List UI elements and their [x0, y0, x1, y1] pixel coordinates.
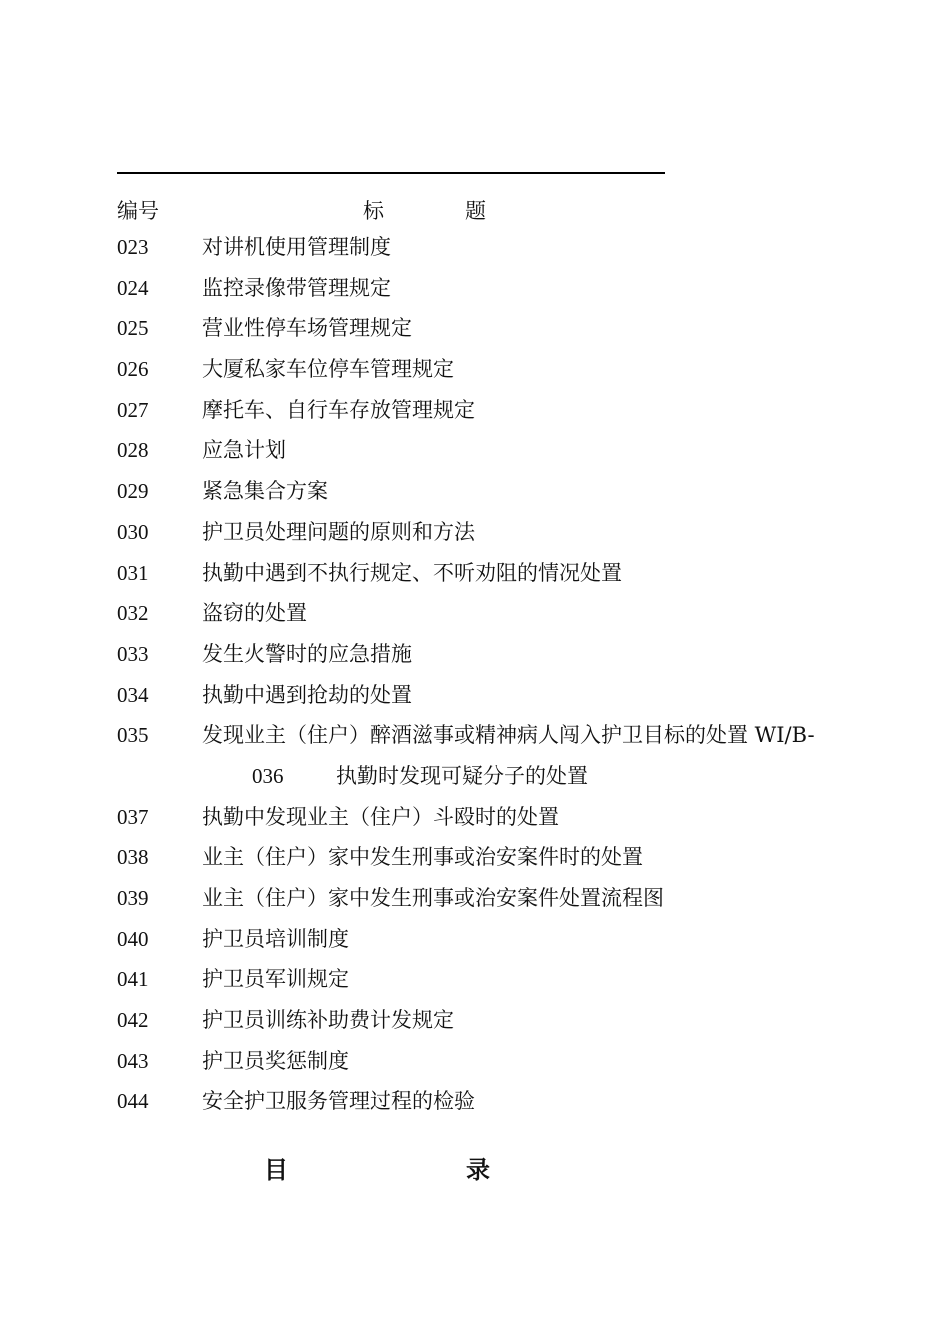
toc-row-number: 030	[117, 519, 149, 544]
toc-row-number: 028	[117, 438, 149, 463]
toc-row-title: 护卫员处理问题的原则和方法	[202, 519, 475, 544]
toc-row-number: 039	[117, 886, 149, 910]
toc-row	[117, 718, 877, 759]
toc-row-number: 043	[117, 1048, 149, 1073]
toc-row	[117, 230, 877, 271]
toc-row-title: 营业性停车场管理规定	[202, 316, 412, 341]
toc-row	[117, 596, 877, 637]
toc-row-title: 执勤中遇到抢劫的处置	[202, 682, 412, 707]
toc-row-title: 摩托车、自行车存放管理规定	[202, 397, 475, 422]
toc-row-title: 护卫员训练补助费计发规定	[202, 1008, 454, 1033]
toc-row-number: 031	[117, 560, 149, 585]
toc-row	[117, 311, 877, 352]
toc-row-number: 036	[252, 763, 284, 788]
toc-row-number: 026	[117, 357, 149, 382]
toc-row-number: 038	[117, 845, 149, 870]
toc-row	[117, 1044, 877, 1085]
toc-row-number: 037	[117, 804, 149, 829]
top-rule-divider	[117, 172, 665, 174]
toc-row	[117, 962, 877, 1003]
toc-row-title: 业主（住户）家中发生刑事或治安案件时的处置	[202, 845, 643, 870]
toc-row-number: 032	[117, 601, 149, 626]
toc-row-title: 紧急集合方案	[202, 479, 328, 504]
toc-row	[117, 759, 877, 800]
toc-row	[117, 637, 877, 678]
toc-row-title: 监控录像带管理规定	[202, 275, 391, 300]
toc-row	[117, 352, 877, 393]
toc-row	[117, 271, 877, 312]
toc-row-title: 对讲机使用管理制度	[202, 235, 391, 259]
toc-row-number: 033	[117, 641, 149, 666]
toc-row-number: 042	[117, 1008, 149, 1033]
toc-row-number: 023	[117, 235, 149, 259]
toc-row	[117, 393, 877, 434]
title-column-header-char-2: 题	[465, 199, 486, 223]
number-column-header: 编号	[117, 199, 159, 223]
toc-row-number: 044	[117, 1089, 149, 1114]
doc-title-char-2: 录	[466, 1155, 490, 1184]
title-column-header-char-1: 标	[363, 199, 384, 223]
toc-row-title: 安全护卫服务管理过程的检验	[202, 1089, 475, 1114]
toc-row-number: 040	[117, 926, 149, 951]
toc-row	[117, 1084, 877, 1125]
toc-row-number: 025	[117, 316, 149, 341]
toc-row-title: 护卫员培训制度	[202, 926, 349, 951]
toc-row-title: 发生火警时的应急措施	[202, 641, 412, 666]
toc-row-title: 发现业主（住户）醉酒滋事或精神病人闯入护卫目标的处置 WI/B-	[202, 723, 815, 748]
toc-row	[117, 556, 877, 597]
toc-row-title: 执勤中发现业主（住户）斗殴时的处置	[202, 804, 559, 829]
doc-title-char-1: 目	[264, 1155, 288, 1184]
toc-row	[117, 840, 877, 881]
toc-row-title: 盗窃的处置	[202, 601, 307, 626]
toc-row	[117, 922, 877, 963]
toc-row-title: 应急计划	[202, 438, 286, 463]
toc-row-title: 护卫员军训规定	[202, 967, 349, 992]
toc-row	[117, 1003, 877, 1044]
toc-row	[117, 678, 877, 719]
toc-row-number: 041	[117, 967, 149, 992]
toc-row-title: 护卫员奖惩制度	[202, 1048, 349, 1073]
toc-row-number: 034	[117, 682, 149, 707]
toc-list	[117, 230, 877, 1125]
toc-row-number: 035	[117, 723, 149, 748]
toc-row-number: 024	[117, 275, 149, 300]
toc-row-title: 执勤中遇到不执行规定、不听劝阻的情况处置	[202, 560, 622, 585]
toc-row	[117, 433, 877, 474]
toc-row-number: 027	[117, 397, 149, 422]
toc-row-number: 029	[117, 479, 149, 504]
toc-row-title: 业主（住户）家中发生刑事或治安案件处置流程图	[202, 886, 664, 910]
toc-row	[117, 881, 877, 922]
toc-row	[117, 800, 877, 841]
toc-row	[117, 515, 877, 556]
toc-row	[117, 474, 877, 515]
toc-row-title: 执勤时发现可疑分子的处置	[336, 763, 588, 788]
table-header	[117, 195, 717, 225]
toc-row-title: 大厦私家车位停车管理规定	[202, 357, 454, 382]
